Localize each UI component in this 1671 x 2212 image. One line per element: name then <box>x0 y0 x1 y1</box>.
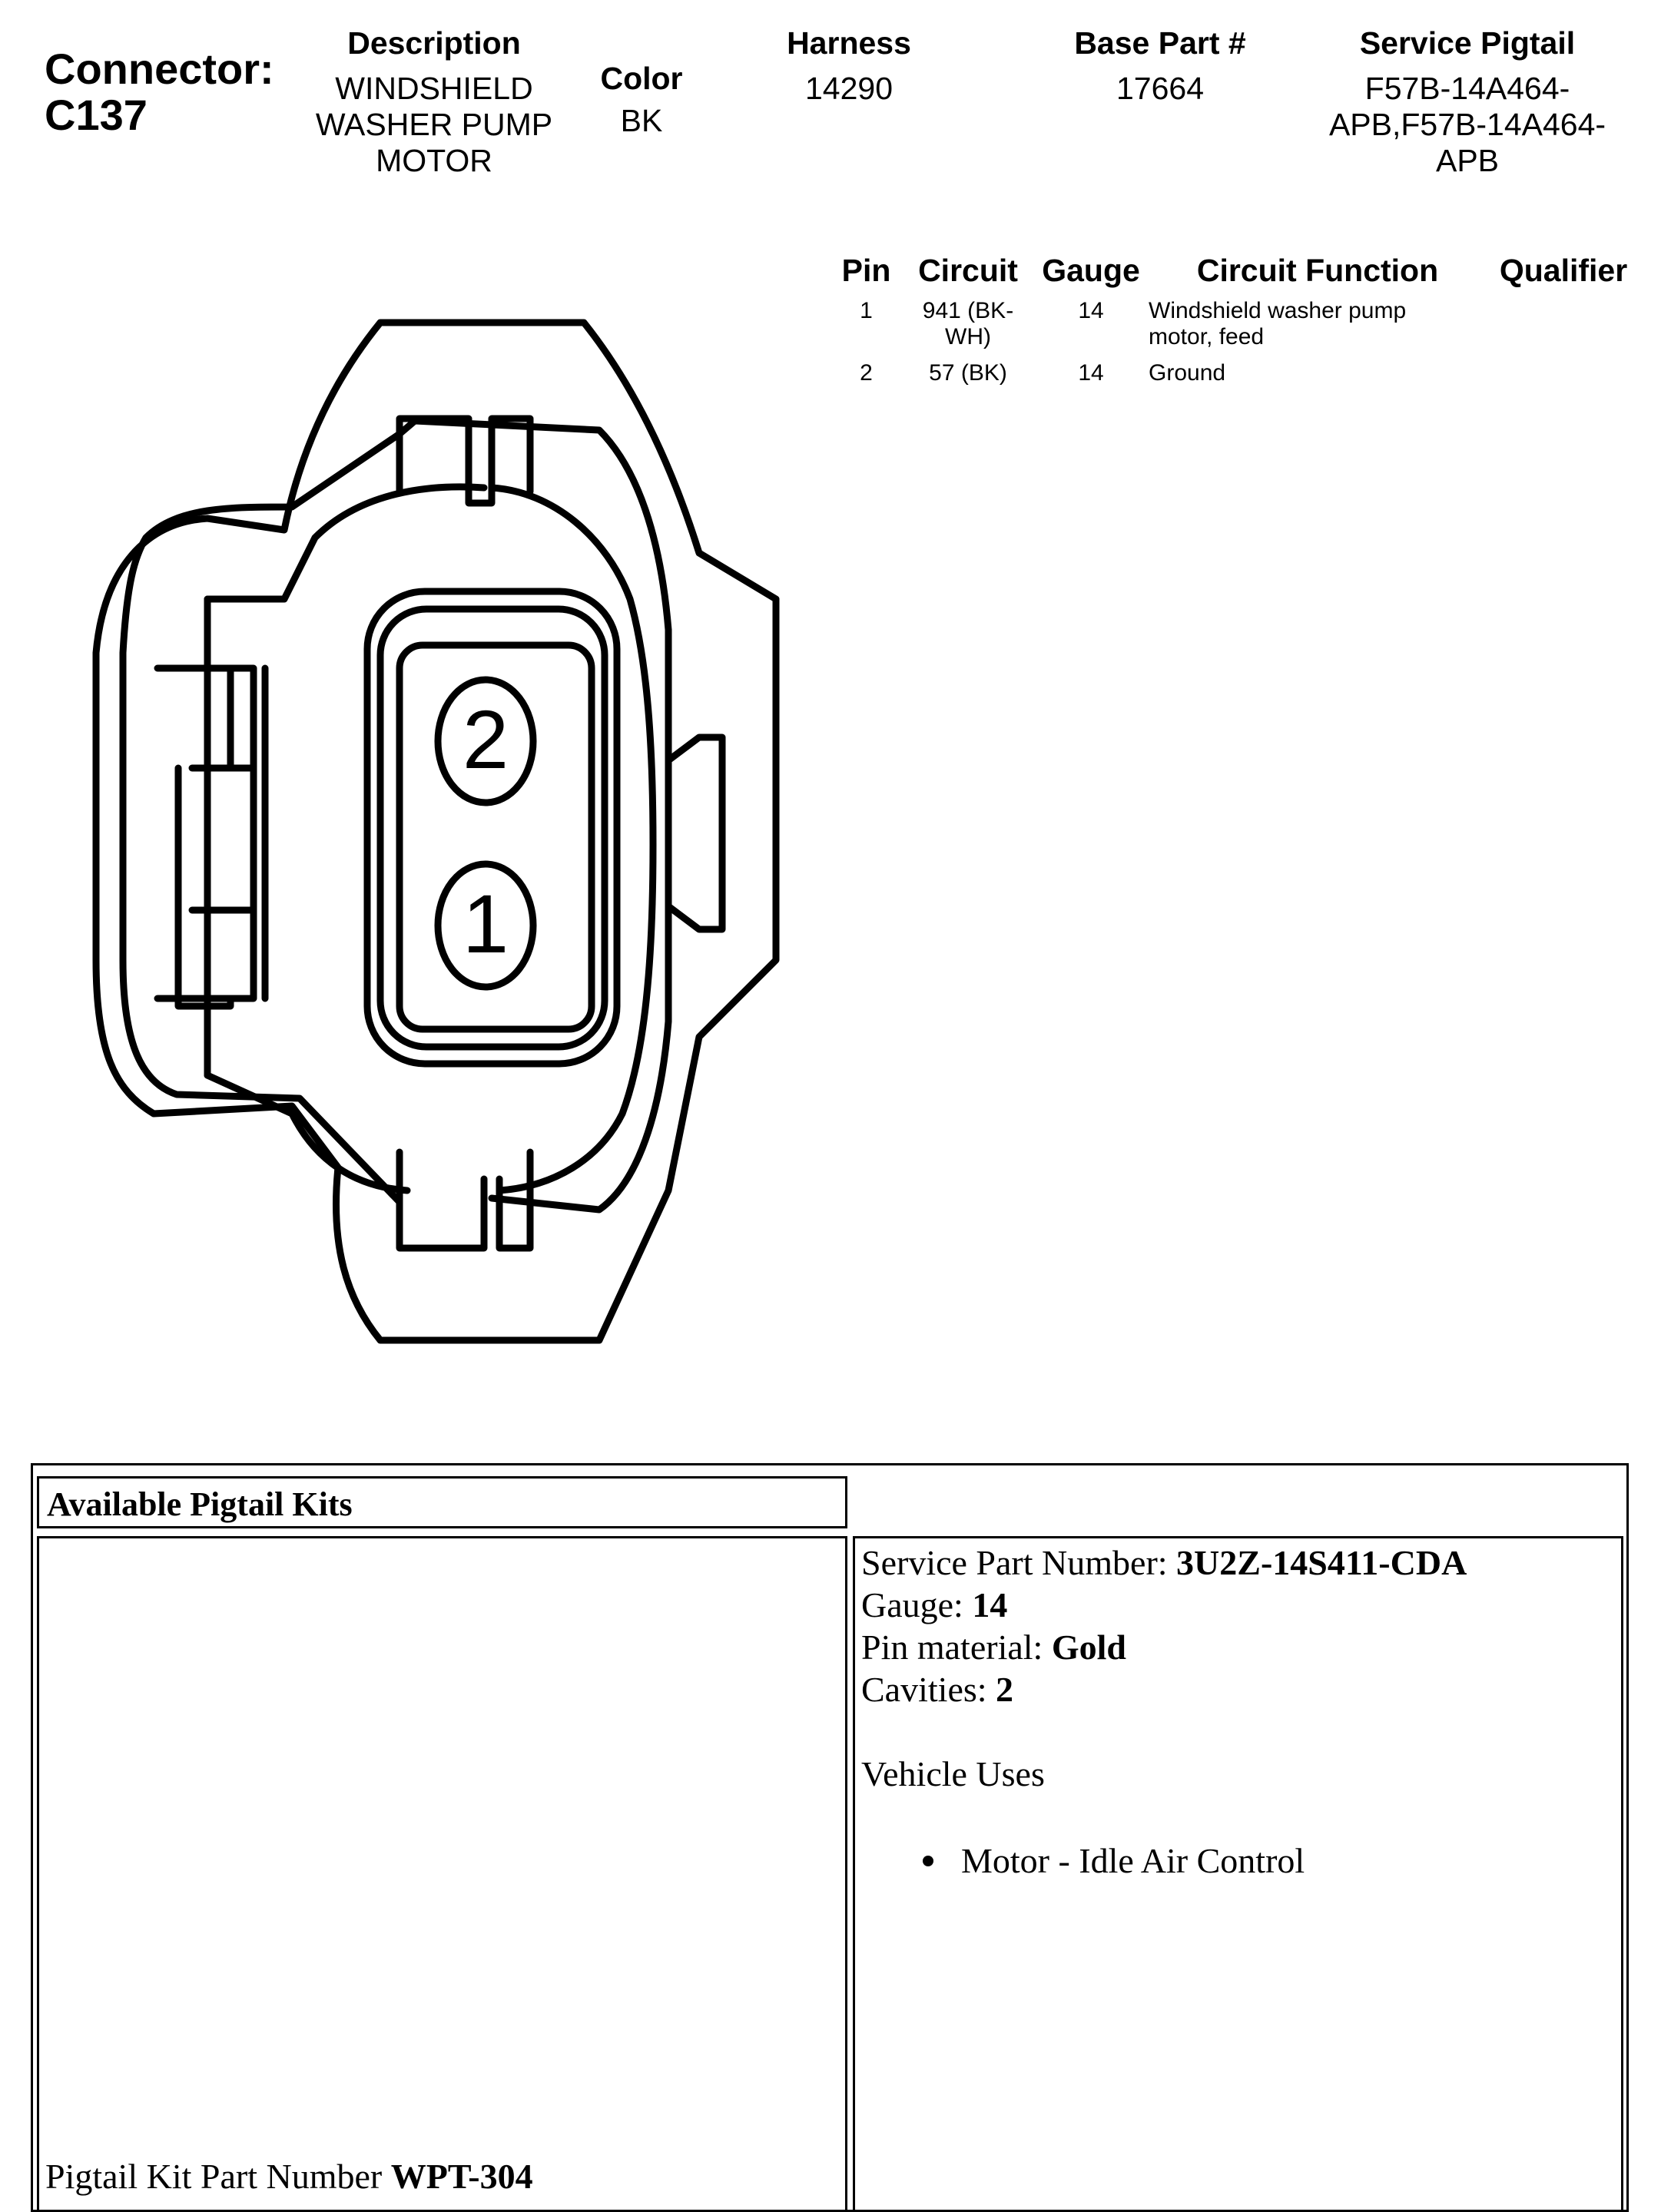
pin-cell: 2 <box>860 360 873 386</box>
base-part-label: Base Part # <box>1074 25 1246 61</box>
circuit-function-header: Circuit Function <box>1196 253 1439 288</box>
pigtail-kit-image-cell <box>37 1536 847 2212</box>
circuit-function-cell: Ground <box>1149 360 1226 386</box>
cavity-2-label: 2 <box>462 693 509 786</box>
bullet-icon <box>923 1856 933 1866</box>
color-label: Color <box>600 61 683 96</box>
pigtail-kits-title: Available Pigtail Kits <box>47 1485 353 1523</box>
pigtail-kit-details-cell <box>853 1536 1623 2212</box>
vehicle-use-item: Motor - Idle Air Control <box>923 1839 1615 1882</box>
circuit-header: Circuit <box>918 253 1018 288</box>
kit-pin-material: Pin material: Gold <box>861 1628 1126 1667</box>
kit-cavities: Cavities: 2 <box>861 1670 1014 1709</box>
gauge-cell: 14 <box>1078 298 1104 323</box>
service-pigtail-value: F57B-14A464- APB,F57B-14A464- APB <box>1328 71 1606 178</box>
gauge-cell: 14 <box>1078 360 1104 386</box>
pin-header: Pin <box>841 253 891 288</box>
base-part-value: 17664 <box>1116 71 1204 106</box>
description-value: WINDSHIELD WASHER PUMP MOTOR <box>315 71 553 178</box>
qualifier-header: Qualifier <box>1499 253 1628 288</box>
service-part-number: Service Part Number: 3U2Z-14S411-CDA <box>861 1543 1467 1582</box>
connector-id: C137 <box>45 91 148 139</box>
circuit-function-cell: Windshield washer pump motor, feed <box>1149 298 1407 349</box>
pigtail-kits-title-cell <box>37 1476 847 1528</box>
connector-label: Connector: <box>45 45 274 93</box>
kit-gauge: Gauge: 14 <box>861 1585 1008 1624</box>
circuit-cell: 941 (BK- WH) <box>922 298 1014 349</box>
circuit-cell: 57 (BK) <box>929 360 1007 386</box>
description-label: Description <box>347 25 521 61</box>
harness-label: Harness <box>787 25 911 61</box>
gauge-header: Gauge <box>1042 253 1140 288</box>
service-pigtail-label: Service Pigtail <box>1359 25 1576 61</box>
kit-part-number: Pigtail Kit Part Number WPT-304 <box>45 2157 533 2196</box>
cavity-1-label: 1 <box>462 877 509 970</box>
pin-cell: 1 <box>860 298 873 323</box>
vehicle-uses-label: Vehicle Uses <box>861 1754 1045 1793</box>
color-value: BK <box>620 103 663 138</box>
harness-value: 14290 <box>804 71 893 106</box>
